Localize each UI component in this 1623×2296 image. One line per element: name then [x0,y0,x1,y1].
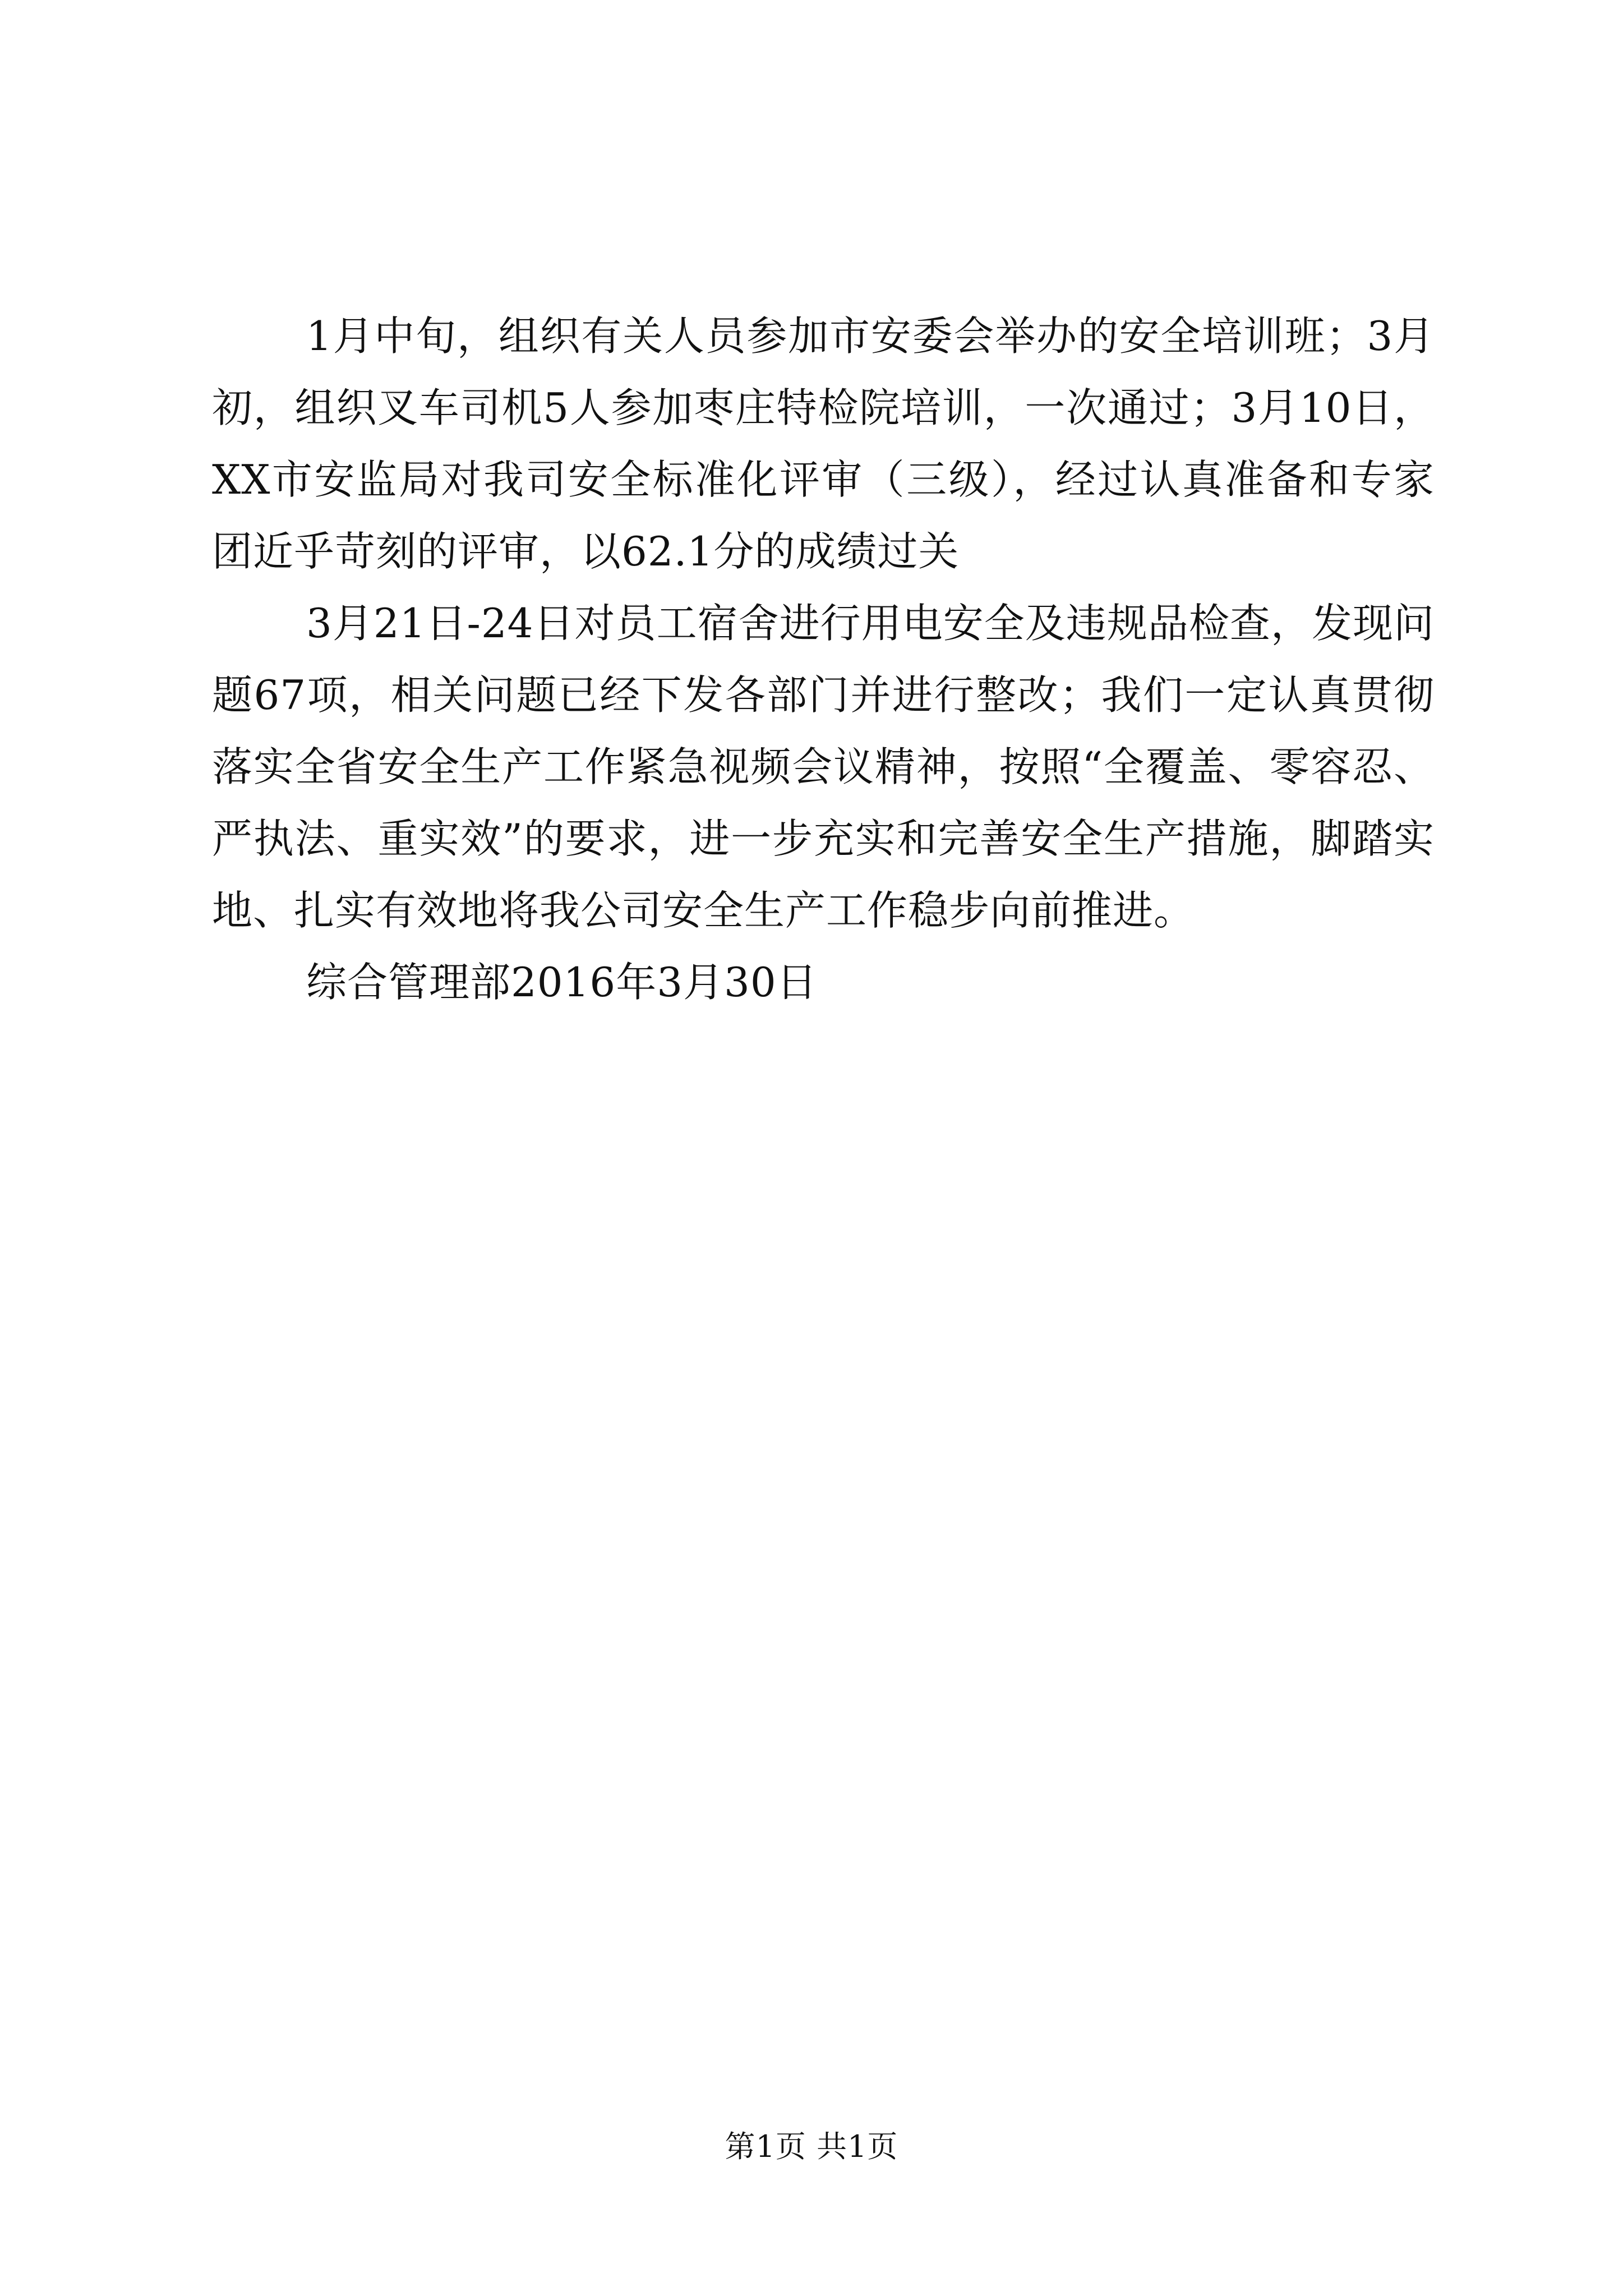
paragraph-inspection: 3月21日-24日对员工宿舍进行用电安全及违规品检查，发现问题67项，相关问题已经下发各部门并进行整改；我们一定认真贯彻落实全省安全生产工作紧急视频会议精神，按照“全覆盖、零容忍、严执法、重实效”的要求，进一步充实和完善安全生产措施，脚踏实地、扎实有效地将我公司安全生产工作稳步向前推进。 [212,600,1435,934]
signature-line: 综合管理部2016年3月30日 [306,959,818,1006]
document-body [212,300,1435,1018]
page-footer: 第1页 共1页 [725,2129,898,2164]
paragraph-training: 1月中旬，组织有关人员参加市安委会举办的安全培训班；3月初，组织叉车司机5人参加枣庄特检院培训，一次通过；3月10日，XX市安监局对我司安全标准化评审（三级），经过认真准备和专家团近乎苛刻的评审，以62.1分的成绩过关 [212,312,1435,575]
